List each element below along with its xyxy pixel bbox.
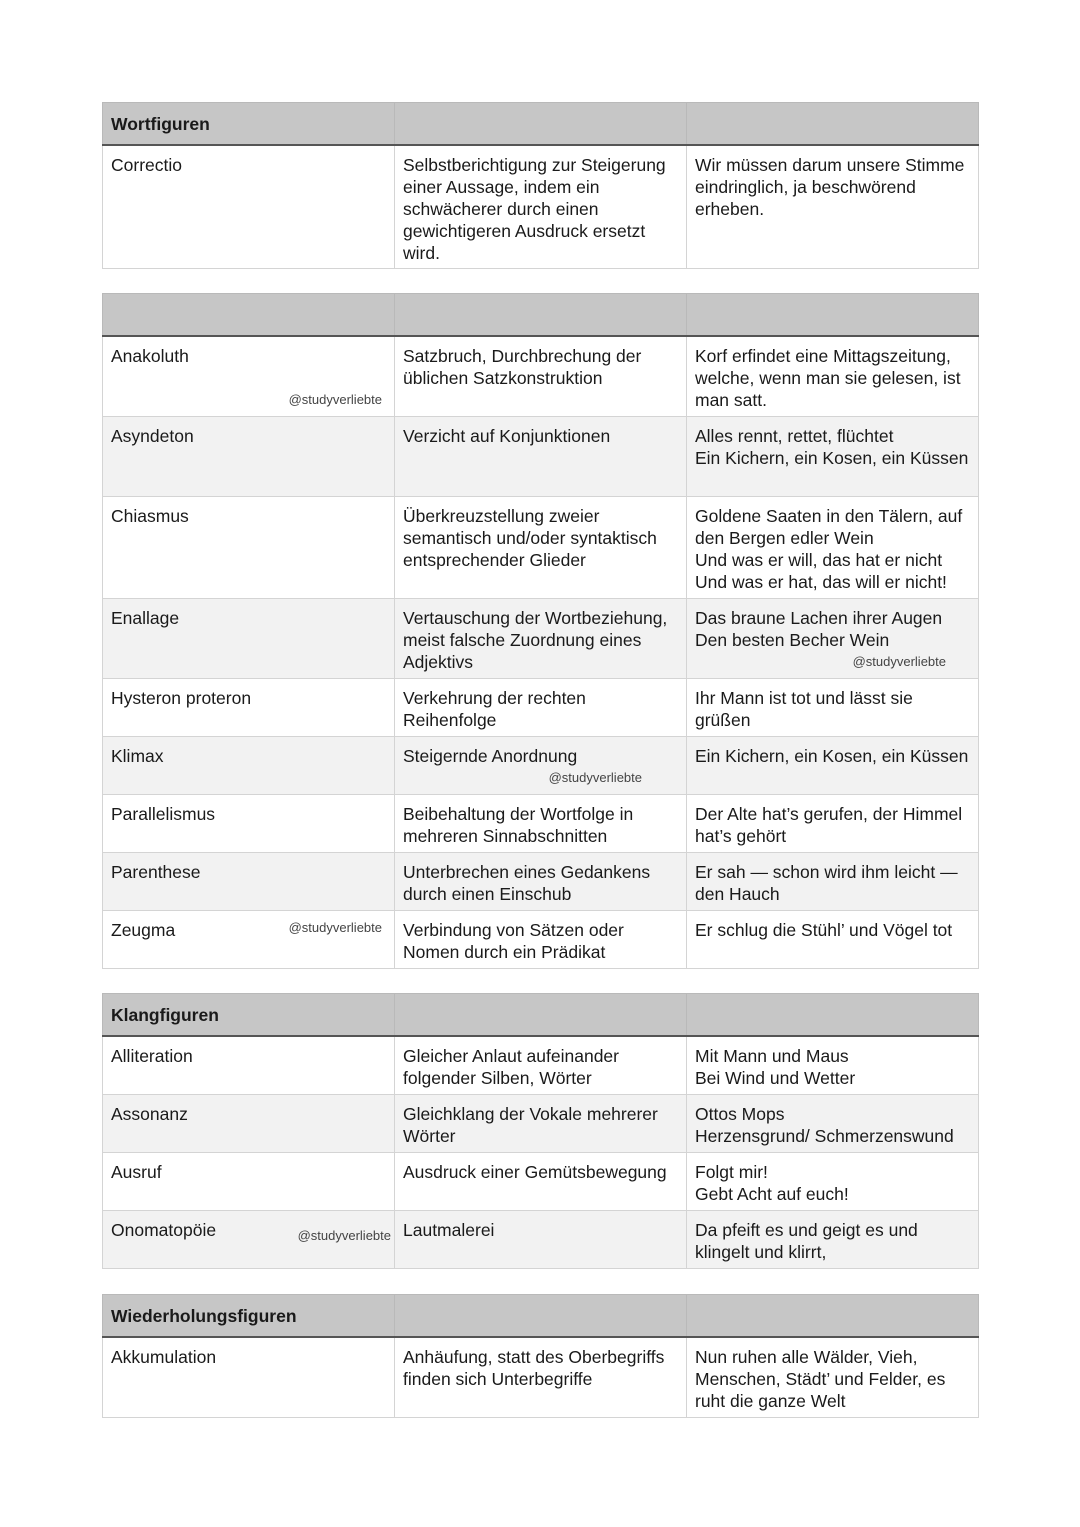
example-cell bbox=[687, 598, 979, 678]
term-cell: Asyndeton bbox=[103, 416, 395, 496]
term-cell bbox=[103, 1210, 395, 1268]
header-cell bbox=[687, 294, 979, 337]
example-cell: Ein Kichern, ein Kosen, ein Küssen bbox=[687, 736, 979, 794]
example-cell: Goldene Saaten in den Tälern, auf den Bergen edler Wein Und was er will, das hat er nicht Und was er hat, das will er nicht! bbox=[687, 496, 979, 598]
definition-cell: Überkreuzstellung zweier semantisch und/oder syntaktisch entsprechender Glieder bbox=[395, 496, 687, 598]
table-row bbox=[103, 736, 979, 794]
watermark: @studyverliebte bbox=[288, 919, 382, 935]
example-cell: Mit Mann und Maus Bei Wind und Wetter bbox=[687, 1036, 979, 1094]
header-cell bbox=[395, 294, 687, 337]
term-cell: Ausruf bbox=[103, 1152, 395, 1210]
definition-cell: Unterbrechen eines Gedankens durch einen Einschub bbox=[395, 852, 687, 910]
example-text: Das braune Lachen ihrer Augen Den besten Becher Wein bbox=[695, 607, 943, 650]
term-cell: Parallelismus bbox=[103, 794, 395, 852]
section-title: Klangfiguren bbox=[103, 994, 395, 1037]
table-row bbox=[103, 1210, 979, 1268]
term-cell: Assonanz bbox=[103, 1094, 395, 1152]
example-cell: Alles rennt, rettet, flüchtet Ein Kichern, ein Kosen, ein Küssen bbox=[687, 416, 979, 496]
definition-cell: Beibehaltung der Wortfolge in mehreren Sinnabschnitten bbox=[395, 794, 687, 852]
table-row bbox=[103, 1152, 979, 1210]
section-title bbox=[103, 294, 395, 337]
term-cell bbox=[103, 910, 395, 968]
watermark: @studyverliebte bbox=[852, 653, 946, 669]
table-row bbox=[103, 678, 979, 736]
table-row bbox=[103, 496, 979, 598]
header-cell bbox=[395, 103, 687, 146]
definition-cell: Ausdruck einer Gemütsbewegung bbox=[395, 1152, 687, 1210]
term-cell: Hysteron proteron bbox=[103, 678, 395, 736]
definition-cell: Selbstberichtigung zur Steigerung einer Aussage, indem ein schwächerer durch einen gewichtigeren Ausdruck ersetzt wird. bbox=[395, 145, 687, 269]
section-table bbox=[102, 293, 979, 969]
header-cell bbox=[395, 994, 687, 1037]
example-cell: Er sah — schon wird ihm leicht — den Hauch bbox=[687, 852, 979, 910]
definition-cell: Vertauschung der Wortbeziehung, meist falsche Zuordnung eines Adjektivs bbox=[395, 598, 687, 678]
section-table bbox=[102, 102, 979, 269]
term-cell: Akkumulation bbox=[103, 1337, 395, 1417]
term-text: Onomatopöie bbox=[111, 1219, 217, 1240]
header-cell bbox=[687, 103, 979, 146]
definition-text: Steigernde Anordnung bbox=[403, 745, 578, 766]
example-cell: Er schlug die Stühl’ und Vögel tot bbox=[687, 910, 979, 968]
watermark: @studyverliebte bbox=[548, 769, 642, 785]
example-cell: Folgt mir! Gebt Acht auf euch! bbox=[687, 1152, 979, 1210]
term-cell: Correctio bbox=[103, 145, 395, 269]
term-cell: Parenthese bbox=[103, 852, 395, 910]
section-table bbox=[102, 993, 979, 1269]
definition-cell: Lautmalerei bbox=[395, 1210, 687, 1268]
table-row bbox=[103, 910, 979, 968]
table-row bbox=[103, 416, 979, 496]
example-cell: Nun ruhen alle Wälder, Vieh, Menschen, Städt’ und Felder, es ruht die ganze Welt bbox=[687, 1337, 979, 1417]
definition-cell: Gleichklang der Vokale mehrerer Wörter bbox=[395, 1094, 687, 1152]
header-cell bbox=[395, 1295, 687, 1338]
term-cell bbox=[103, 336, 395, 416]
section-table bbox=[102, 1294, 979, 1418]
example-cell: Ihr Mann ist tot und lässt sie grüßen bbox=[687, 678, 979, 736]
term-cell: Alliteration bbox=[103, 1036, 395, 1094]
watermark: @studyverliebte bbox=[297, 1227, 391, 1243]
table-row bbox=[103, 336, 979, 416]
table-row bbox=[103, 145, 979, 269]
example-cell: Ottos Mops Herzensgrund/ Schmerzenswund bbox=[687, 1094, 979, 1152]
definition-cell: Verbindung von Sätzen oder Nomen durch ein Prädikat bbox=[395, 910, 687, 968]
section-header bbox=[103, 294, 979, 337]
section-title: Wortfiguren bbox=[103, 103, 395, 146]
definition-cell: Gleicher Anlaut aufeinander folgender Silben, Wörter bbox=[395, 1036, 687, 1094]
definition-cell: Anhäufung, statt des Oberbegriffs finden sich Unterbegriffe bbox=[395, 1337, 687, 1417]
table-row bbox=[103, 852, 979, 910]
example-cell: Wir müssen darum unsere Stimme eindringlich, ja beschwörend erheben. bbox=[687, 145, 979, 269]
example-cell: Der Alte hat’s gerufen, der Himmel hat’s gehört bbox=[687, 794, 979, 852]
example-cell: Korf erfindet eine Mittagszeitung, welche, wenn man sie gelesen, ist man satt. bbox=[687, 336, 979, 416]
table-row bbox=[103, 1094, 979, 1152]
term-cell: Klimax bbox=[103, 736, 395, 794]
definition-cell: Verkehrung der rechten Reihenfolge bbox=[395, 678, 687, 736]
table-row bbox=[103, 598, 979, 678]
header-cell bbox=[687, 994, 979, 1037]
definition-cell: Satzbruch, Durchbrechung der üblichen Satzkonstruktion bbox=[395, 336, 687, 416]
section-title: Wiederholungsfiguren bbox=[103, 1295, 395, 1338]
term-cell: Chiasmus bbox=[103, 496, 395, 598]
definition-cell: Verzicht auf Konjunktionen bbox=[395, 416, 687, 496]
term-text: Anakoluth bbox=[111, 346, 189, 366]
table-row bbox=[103, 1337, 979, 1417]
section-header bbox=[103, 994, 979, 1037]
term-text: Zeugma bbox=[111, 919, 176, 940]
watermark: @studyverliebte bbox=[288, 391, 382, 407]
header-cell bbox=[687, 1295, 979, 1338]
section-header bbox=[103, 103, 979, 146]
section-header bbox=[103, 1295, 979, 1338]
definition-cell bbox=[395, 736, 687, 794]
term-cell: Enallage bbox=[103, 598, 395, 678]
example-cell: Da pfeift es und geigt es und klingelt und klirrt, bbox=[687, 1210, 979, 1268]
table-row bbox=[103, 1036, 979, 1094]
table-row bbox=[103, 794, 979, 852]
